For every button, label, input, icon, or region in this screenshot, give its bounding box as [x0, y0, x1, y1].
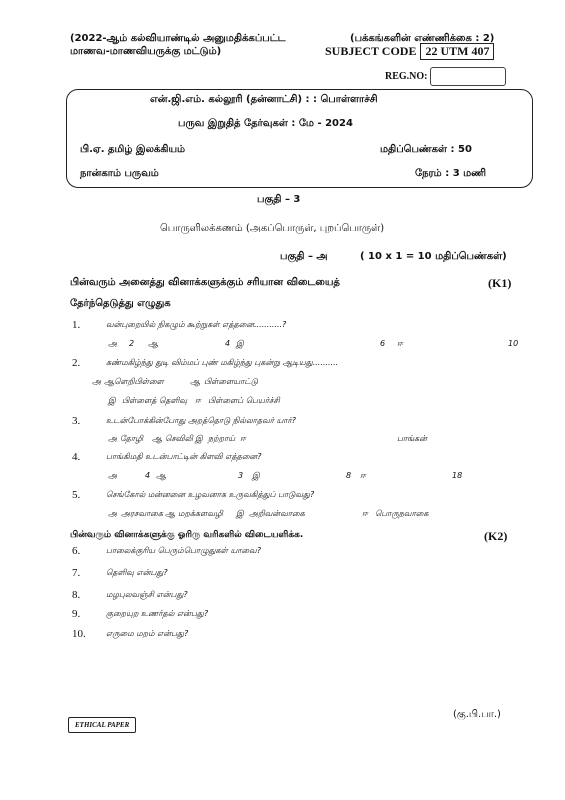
exam-name: பருவ இறுதித் தேர்வுகள் : மே - 2024 — [178, 118, 353, 129]
option-text: 10 — [508, 339, 519, 348]
reg-no-label: REG.NO: — [385, 71, 428, 82]
option-text: 2 — [129, 339, 135, 348]
question-number: 4. — [72, 451, 81, 463]
option-key: ஈ — [397, 339, 403, 348]
option-key: ஆ — [148, 339, 159, 348]
please-turn-over: (கு.பி.பா.) — [453, 709, 501, 720]
question-text: கண்மகிழ்ந்து துடி விம்மப் புண் மகிழ்ந்து புகன்று ஆடியது.......... — [106, 358, 339, 367]
question-number: 2. — [72, 357, 81, 369]
option-key: அ — [108, 434, 117, 443]
option-key: இ — [236, 339, 244, 348]
question-number: 10. — [72, 628, 86, 640]
option-text: பாங்கன் — [397, 434, 428, 443]
question-number: 1. — [72, 319, 81, 331]
option-text: 18 — [452, 471, 463, 480]
option-text: பிள்ளையாட்டு — [204, 377, 258, 386]
option-text: பொருநவாகை — [375, 509, 429, 518]
option-key: இ — [108, 396, 116, 405]
option-key: இ — [252, 471, 260, 480]
subject-code: 22 UTM 407 — [420, 43, 494, 60]
option-text: 3 — [238, 471, 244, 480]
option-key: ஆ — [156, 471, 167, 480]
option-key: அ — [108, 339, 117, 348]
college-name: என்.ஜி.எம். கல்லூரி (தன்னாட்சி) : : பொள்ளாச்சி — [150, 94, 378, 105]
option-key: ஈ — [195, 396, 201, 405]
section-a-instruction-1: பின்வரும் அனைத்து வினாக்களுக்கும் சரியான விடையைத் — [70, 277, 340, 288]
students-note: மாணவ-மாணவியருக்கு மட்டும்) — [70, 46, 222, 57]
question-text: குறையுற உணர்தல் என்பது? — [106, 609, 209, 618]
ethical-paper-stamp: ETHICAL PAPER — [68, 717, 136, 733]
option-key: ஈ — [360, 471, 366, 480]
question-text: மழபுலவஞ்சி என்பது? — [106, 590, 188, 599]
reg-no-row — [385, 67, 506, 86]
option-text: அறிவன்வாகை — [249, 509, 305, 518]
question-text: எருமை மறம் என்பது? — [106, 629, 189, 638]
option-key: ஆ — [190, 377, 201, 386]
option-text: தோழி — [120, 434, 143, 443]
question-number: 3. — [72, 415, 81, 427]
option-key: அ — [92, 377, 101, 386]
option-text: நற்றாய் — [208, 434, 236, 443]
question-text: உடன்போக்கின்போது அறத்தொடு நில்லாதவர் யார்? — [106, 416, 296, 425]
question-text: தெளிவு என்பது? — [106, 568, 168, 577]
section-a-label: பகுதி – அ — [280, 251, 328, 262]
option-key: அ — [108, 509, 117, 518]
question-number: 9. — [72, 608, 81, 620]
section-a-level: (K1) — [488, 276, 512, 290]
option-text: ஆளெறிபிள்ளை — [104, 377, 164, 386]
option-key: ஆ — [152, 434, 163, 443]
option-text: பிள்ளைத் தெளிவு — [122, 396, 187, 405]
semester: நான்காம் பருவம் — [80, 168, 159, 179]
paper-title: பொருளிலக்கணம் (அகப்பொருள், புறப்பொருள்) — [160, 223, 385, 234]
question-number: 5. — [72, 489, 81, 501]
question-text: வன்புறையில் நிகழும் கூற்றுகள் எத்தனை...........? — [106, 320, 287, 329]
option-text: 8 — [346, 471, 352, 480]
section-a-instruction-2: தேர்ந்தெடுத்து எழுதுக — [70, 298, 171, 309]
reg-no-field[interactable] — [430, 67, 506, 86]
subject-code-label: SUBJECT CODE — [325, 44, 417, 58]
subject-code-row — [325, 43, 494, 60]
question-text: பாங்கிமதி உடன்பாட்டின் கிளவி எத்தனை? — [106, 452, 262, 461]
option-key: ஈ — [362, 509, 368, 518]
question-number: 6. — [72, 545, 81, 557]
option-key: இ — [195, 434, 203, 443]
degree: பி.ஏ. தமிழ் இலக்கியம் — [80, 144, 186, 155]
option-key: ஈ — [240, 434, 246, 443]
duration: நேரம் : 3 மணி — [415, 168, 487, 179]
part-heading: பகுதி – 3 — [257, 194, 301, 205]
short-answer-instruction: பின்வரும் வினாக்களுக்கு ஓரிரு வரிகளில் விடையளிக்க. — [70, 530, 304, 540]
option-key: இ — [236, 509, 244, 518]
option-key: அ — [108, 471, 117, 480]
option-text: செவிலி — [165, 434, 193, 443]
question-text: பாலைக்குரிய பெரும்பொழுதுகள் யாவை? — [106, 546, 261, 555]
question-number: 8. — [72, 589, 81, 601]
option-text: 4 — [225, 339, 231, 348]
option-text: அரசவாகை — [121, 509, 163, 518]
option-text: 6 — [380, 339, 386, 348]
option-text: 4 — [145, 471, 151, 480]
option-text: மறக்களவழி — [178, 509, 223, 518]
option-text: பிள்ளைப் பெயர்ச்சி — [208, 396, 280, 405]
option-key: ஆ — [165, 509, 176, 518]
batch-note: (2022-ஆம் கல்வியாண்டில் அனுமதிக்கப்பட்ட — [70, 33, 286, 44]
question-text: செங்கோல் மன்னனை உழவனாக உருவகித்துப் பாடுவது? — [106, 490, 315, 499]
question-number: 7. — [72, 567, 81, 579]
pages-note: (பக்கங்களின் எண்ணிக்கை : 2) — [350, 33, 495, 44]
max-marks: மதிப்பெண்கள் : 50 — [380, 144, 472, 155]
short-answer-level: (K2) — [484, 529, 508, 543]
section-a-marks: ( 10 x 1 = 10 மதிப்பெண்கள்) — [360, 251, 507, 262]
